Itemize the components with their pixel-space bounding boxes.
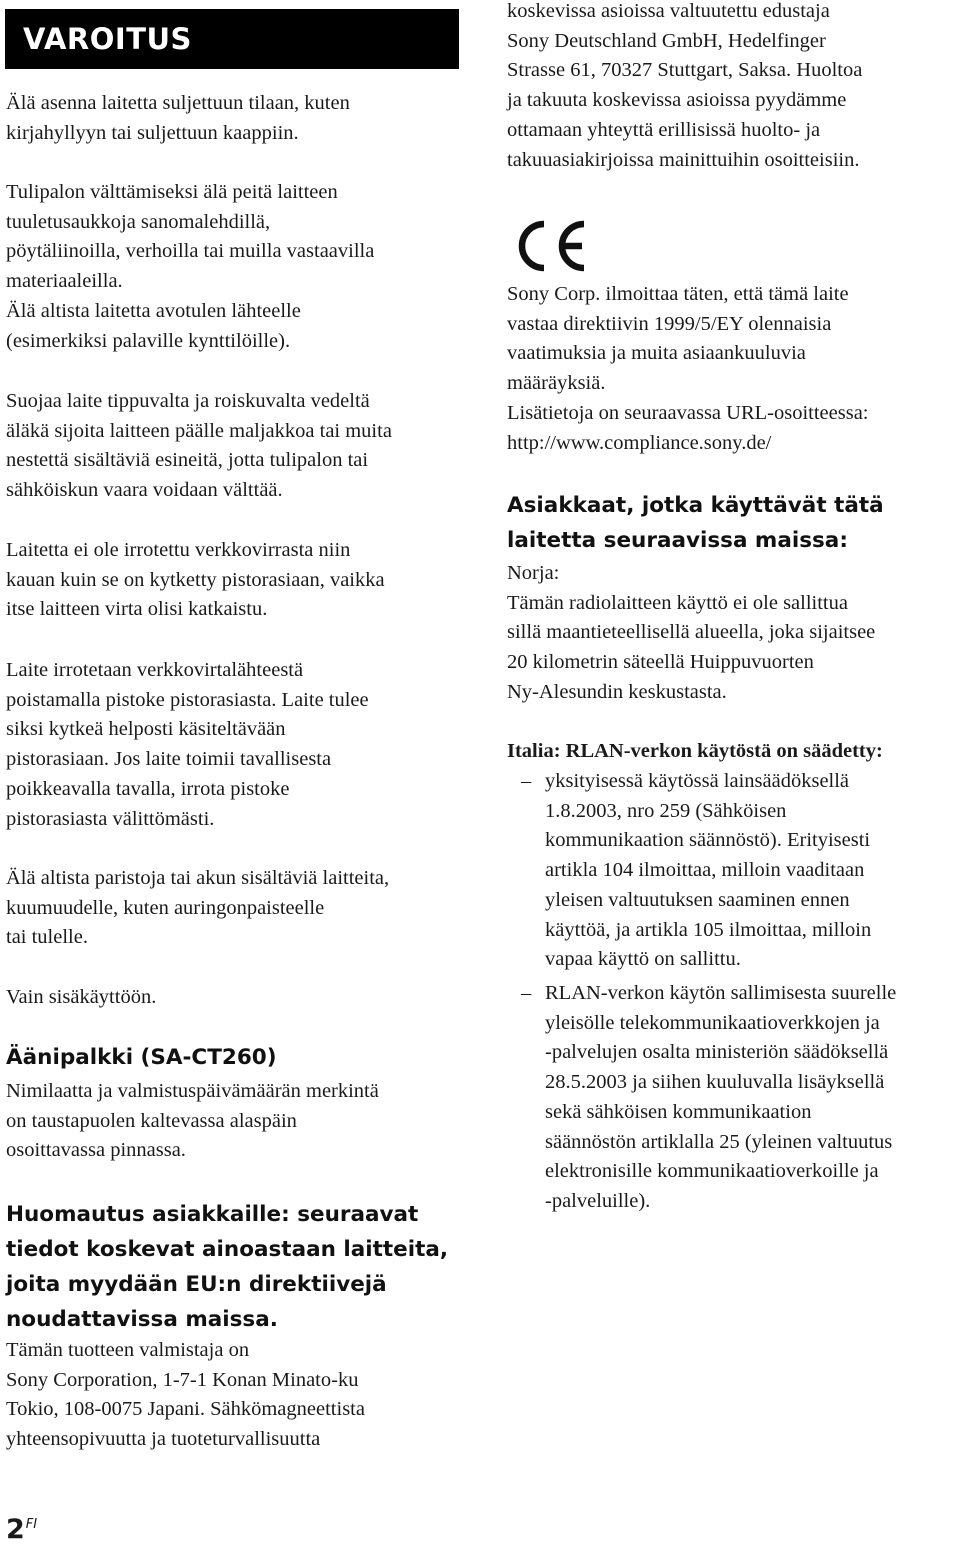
text-line: kauan kuin se on kytketty pistorasiaan, vaikka: [6, 568, 385, 591]
warning-title: VAROITUS: [5, 9, 459, 69]
list-dash: –: [521, 770, 532, 792]
text-line: sähköiskun vaara voidaan välttää.: [6, 479, 283, 502]
text-line: kommunikaation säännöstö). Erityisesti: [545, 829, 871, 852]
text-line: Ny-Alesundin keskustasta.: [507, 680, 727, 703]
text-line: säännöstön artiklalla 25 (yleinen valtuutus: [545, 1130, 893, 1153]
text-line: elektronisille kommunikaatioverkoille ja: [545, 1160, 879, 1183]
text-line: itse laitteen virta olisi katkaistu.: [6, 598, 268, 621]
heading-line: noudattavissa maissa.: [6, 1307, 278, 1332]
text-line: yleisen valtuutuksen saaminen ennen: [545, 888, 850, 911]
text-line: Laite irrotetaan verkkovirtalähteestä: [6, 659, 304, 681]
text-line: materiaaleilla.: [6, 270, 123, 293]
text-line: Vain sisäkäyttöön.: [6, 986, 157, 1008]
text-line: artikla 104 ilmoittaa, milloin vaaditaan: [545, 859, 865, 882]
text-line: Tämän tuotteen valmistaja on: [6, 1339, 250, 1361]
text-line: poistamalla pistoke pistorasiasta. Laite tulee: [6, 688, 369, 711]
section-heading-eu: [6, 1197, 448, 1337]
text-line: määräyksiä.: [507, 372, 606, 395]
paragraph-plug: [6, 656, 369, 834]
text-line: Tulipalon välttämiseksi älä peitä laitteen: [6, 181, 338, 203]
text-line: kirjahyllyyn tai suljettuun kaappiin.: [6, 121, 299, 144]
text-line: tai tulelle.: [6, 926, 88, 949]
text-line: -palveluille).: [545, 1189, 651, 1212]
list-item: [507, 767, 871, 975]
text-line: pistorasiasta välittömästi.: [6, 807, 215, 830]
text-line: osoittavassa pinnassa.: [6, 1139, 186, 1162]
text-line: Laitetta ei ole irrotettu verkkovirrasta niin: [6, 539, 351, 561]
text-line: 1.8.2003, nro 259 (Sähköisen: [545, 799, 787, 822]
paragraph-installation: [6, 89, 350, 148]
text-line: on taustapuolen kaltevassa alaspäin: [6, 1109, 297, 1132]
text-line: Sony Corporation, 1-7-1 Konan Minato-ku: [6, 1368, 359, 1391]
heading-line: Asiakkaat, jotka käyttävät tätä: [507, 493, 884, 518]
text-line: Lisätietoja on seuraavassa URL-osoitteessa:: [507, 401, 869, 424]
paragraph-representative: [507, 0, 862, 175]
section-heading-italy: Italia: RLAN-verkon käytöstä on säädetty:: [507, 740, 883, 762]
text-line: Norja:: [507, 562, 560, 584]
text-line: Älä altista laitetta avotulen lähteelle: [6, 299, 301, 322]
list-dash: –: [521, 982, 532, 1004]
paragraph-water: [6, 387, 392, 506]
text-line: Älä altista paristoja tai akun sisältäviä laitteita,: [6, 867, 390, 889]
text-line: Nimilaatta ja valmistuspäivämäärän merkintä: [6, 1080, 379, 1102]
text-line: pistorasiaan. Jos laite toimii tavallisesta: [6, 748, 332, 771]
text-line: Suojaa laite tippuvalta ja roiskuvalta vedeltä: [6, 390, 370, 412]
text-line: yksityisessä käytössä lainsäädöksellä: [545, 770, 850, 792]
text-line: Tämän radiolaitteen käyttö ei ole sallittua: [507, 591, 848, 614]
text-line: 20 kilometrin säteellä Huippuvuorten: [507, 651, 814, 674]
text-line: äläkä sijoita laitteen päälle maljakkoa tai muita: [6, 419, 392, 442]
text-line: -palvelujen osalta ministeriön säädöksellä: [545, 1041, 889, 1064]
text-line: sillä maantieteellisellä alueella, joka sijaitsee: [507, 621, 876, 644]
text-line: siksi kytkeä helposti käsiteltävään: [6, 718, 286, 741]
list-item: [507, 979, 896, 1217]
text-line: yhteensopivuutta ja tuoteturvallisuutta: [6, 1428, 321, 1451]
ce-mark-icon: [511, 218, 589, 274]
text-line: vastaa direktiivin 1999/5/EY olennaisia: [507, 312, 832, 335]
page-number-value: 2: [6, 1514, 25, 1545]
text-line: Strasse 61, 70327 Stuttgart, Saksa. Huoltoa: [507, 59, 863, 82]
paragraph-mains: [6, 536, 385, 625]
text-line: nestettä sisältäviä esineitä, jotta tulipalon tai: [6, 449, 369, 472]
text-line: tuuletusaukkoja sanomalehdillä,: [6, 210, 271, 233]
text-line: vapaa käyttö on sallittu.: [545, 948, 741, 971]
heading-line: tiedot koskevat ainoastaan laitteita,: [6, 1237, 449, 1262]
text-line: ja takuuta koskevissa asioissa pyydämme: [507, 89, 847, 112]
heading-line: joita myydään EU:n direktiivejä: [6, 1272, 387, 1297]
text-line: Tokio, 108-0075 Japani. Sähkömagneettista: [6, 1398, 365, 1421]
text-line: takuuasiakirjoissa mainittuihin osoitteisiin.: [507, 148, 860, 171]
text-line: RLAN-verkon käytön sallimisesta suurelle: [545, 982, 897, 1004]
paragraph-nameplate: [6, 1077, 379, 1166]
paragraph-ventilation: [6, 178, 374, 356]
text-line: käyttöä, ja artikla 105 ilmoittaa, milloin: [545, 918, 872, 941]
text-line: vaatimuksia ja muita asiaankuuluvia: [507, 342, 806, 365]
text-line: yleisölle telekommunikaatioverkkojen ja: [545, 1011, 880, 1034]
page-number: [6, 1508, 37, 1547]
paragraph-norway: [507, 559, 875, 708]
compliance-link[interactable]: http://www.compliance.sony.de/: [507, 431, 772, 454]
section-heading-soundbar: Äänipalkki (SA-CT260): [6, 1045, 277, 1070]
text-line: koskevissa asioissa valtuutettu edustaja: [507, 0, 830, 22]
text-line: (esimerkiksi palaville kynttilöille).: [6, 329, 291, 352]
text-line: 28.5.2003 ja siihen kuuluvalla lisäyksellä: [545, 1071, 885, 1094]
page-language-code: FI: [25, 1517, 38, 1532]
paragraph-declaration: [507, 280, 869, 458]
text-line: ottamaan yhteyttä erillisissä huolto- ja: [507, 118, 821, 141]
paragraph-indoor: [6, 983, 156, 1013]
heading-line: laitetta seuraavissa maissa:: [507, 528, 848, 553]
text-line: Sony Deutschland GmbH, Hedelfinger: [507, 29, 826, 52]
text-line: poikkeavalla tavalla, irrota pistoke: [6, 777, 290, 800]
text-line: Sony Corp. ilmoittaa täten, että tämä laite: [507, 283, 849, 305]
text-line: pöytäliinoilla, verhoilla tai muilla vastaavilla: [6, 240, 375, 263]
paragraph-batteries: [6, 864, 389, 953]
text-line: sekä sähköisen kommunikaation: [545, 1100, 812, 1123]
paragraph-manufacturer: [6, 1336, 365, 1455]
section-heading-countries: [507, 488, 884, 558]
text-line: kuumuudelle, kuten auringonpaisteelle: [6, 896, 325, 919]
heading-line: Huomautus asiakkaille: seuraavat: [6, 1202, 419, 1227]
text-line: Älä asenna laitetta suljettuun tilaan, kuten: [6, 92, 350, 114]
